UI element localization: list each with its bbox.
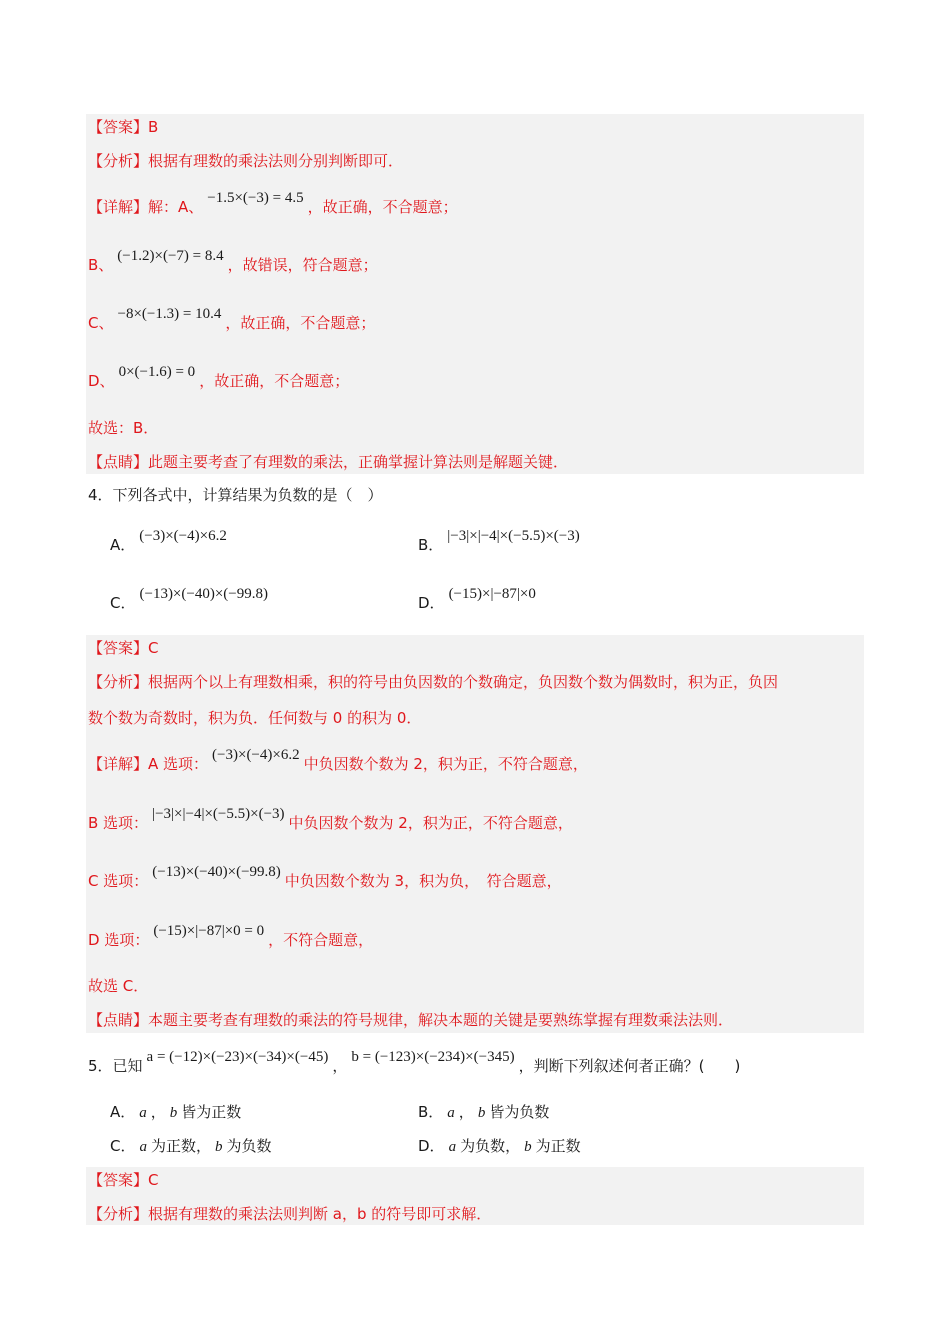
q3-c-text: ，故正确，不合题意； xyxy=(225,314,376,332)
q5-option-c-var-a: a xyxy=(139,1139,147,1155)
q5-option-b xyxy=(418,1101,549,1124)
q4-option-b-label: B． xyxy=(418,536,444,554)
q5-stem-formula-b: b = (−123)×(−234)×(−345) xyxy=(351,1049,515,1065)
q5-answer: 【答案】C xyxy=(88,1171,159,1189)
q3-detail-a-text: ，故正确，不合题意； xyxy=(307,198,458,216)
q4-option-b xyxy=(418,528,584,557)
q4-analysis-line2: 数个数为奇数时，积为负．任何数与 0 的积为 0． xyxy=(88,709,422,727)
q4-detail-d-prefix: D 选项： xyxy=(88,931,150,949)
q3-d-text: ，故正确，不合题意； xyxy=(199,372,350,390)
q3-answer: 【答案】B xyxy=(88,118,159,136)
q4-option-c xyxy=(110,586,272,615)
q5-option-a xyxy=(110,1101,241,1124)
q5-option-d-text2: 为正数 xyxy=(535,1137,581,1155)
q4-detail-a xyxy=(88,747,588,776)
q3-analysis: 【分析】根据有理数的乘法法则分别判断即可． xyxy=(88,152,404,170)
q4-detail-c-prefix: C 选项： xyxy=(88,872,149,890)
q4-choose: 故选 C． xyxy=(88,977,149,995)
q3-detail-prefix: 【详解】解：A、 xyxy=(88,198,204,216)
q4-detail-a-prefix: 【详解】A 选项： xyxy=(88,755,209,773)
q4-option-c-label: C． xyxy=(110,594,136,612)
q3-choose: 故选：B． xyxy=(88,419,159,437)
q3-b-prefix: B、 xyxy=(88,256,114,274)
q4-option-a-label: A． xyxy=(110,536,136,554)
q4-detail-c-text: 中负因数个数为 3，积为负， 符合题意， xyxy=(284,872,562,890)
q4-option-b-formula: |−3|×|−4|×(−5.5)×(−3) xyxy=(447,528,580,544)
q5-stem xyxy=(88,1049,741,1078)
q5-option-a-text: 皆为正数 xyxy=(181,1103,242,1121)
q5-stem-formula-a: a = (−12)×(−23)×(−34)×(−45) xyxy=(146,1049,329,1065)
q4-stem: 4．下列各式中，计算结果为负数的是（ ） xyxy=(88,486,383,504)
q5-option-a-sep: ， xyxy=(150,1103,166,1121)
q5-option-d-var-a: a xyxy=(448,1139,457,1155)
q5-stem-suffix: ，判断下列叙述何者正确？( ) xyxy=(518,1057,741,1075)
q5-option-a-var-b: b xyxy=(169,1105,178,1121)
q4-option-d-formula: (−15)×|−87|×0 xyxy=(448,586,536,602)
q3-b-formula: (−1.2)×(−7) = 8.4 xyxy=(117,248,224,264)
q4-detail-d-text: ，不符合题意， xyxy=(268,931,374,949)
q4-option-d xyxy=(418,586,540,615)
q4-detail-a-text: 中负因数个数为 2，积为正，不符合题意， xyxy=(303,755,588,773)
q3-b-text: ，故错误，符合题意； xyxy=(227,256,378,274)
q4-detail-b-prefix: B 选项： xyxy=(88,814,149,832)
q5-option-b-var-b: b xyxy=(477,1105,486,1121)
q4-detail-d-formula: (−15)×|−87|×0 = 0 xyxy=(153,923,265,939)
q5-stem-prefix: 5．已知 xyxy=(88,1057,143,1075)
q3-detail-b xyxy=(88,248,378,277)
q5-analysis: 【分析】根据有理数的乘法法则判断 a，b 的符号即可求解． xyxy=(88,1205,492,1223)
q4-detail-d xyxy=(88,923,374,952)
q5-option-d-label: D． xyxy=(418,1137,445,1155)
q4-detail-c-formula: (−13)×(−40)×(−99.8) xyxy=(152,864,281,880)
q4-detail-b xyxy=(88,806,573,835)
q4-option-a xyxy=(110,528,231,557)
q5-option-b-sep: ， xyxy=(458,1103,474,1121)
q5-option-c-text1: 为正数， xyxy=(150,1137,211,1155)
q4-option-c-formula: (−13)×(−40)×(−99.8) xyxy=(139,586,269,602)
q4-option-a-formula: (−3)×(−4)×6.2 xyxy=(139,528,227,544)
q4-answer: 【答案】C xyxy=(88,639,159,657)
q3-c-prefix: C、 xyxy=(88,314,114,332)
q5-option-b-text: 皆为负数 xyxy=(489,1103,550,1121)
q4-option-d-label: D． xyxy=(418,594,445,612)
q5-option-b-var-a: a xyxy=(447,1105,455,1121)
q4-detail-a-formula: (−3)×(−4)×6.2 xyxy=(212,747,300,763)
q5-option-a-var-a: a xyxy=(139,1105,147,1121)
q3-detail-c xyxy=(88,306,376,335)
q5-option-d-text1: 为负数， xyxy=(460,1137,521,1155)
q3-detail-a-formula: −1.5×(−3) = 4.5 xyxy=(207,190,304,206)
q3-c-formula: −8×(−1.3) = 10.4 xyxy=(117,306,222,322)
q5-option-c-text2: 为负数 xyxy=(226,1137,272,1155)
q4-detail-b-formula: |−3|×|−4|×(−5.5)×(−3) xyxy=(152,806,285,822)
q3-comment: 【点睛】此题主要考查了有理数的乘法，正确掌握计算法则是解题关键． xyxy=(88,453,569,471)
q5-stem-comma: ， xyxy=(332,1057,348,1075)
q3-detail-a xyxy=(88,190,458,219)
q4-detail-b-text: 中负因数个数为 2，积为正，不符合题意， xyxy=(288,814,573,832)
q5-option-d xyxy=(418,1135,581,1158)
q5-option-c-var-b: b xyxy=(215,1139,223,1155)
q5-option-d-var-b: b xyxy=(524,1139,532,1155)
q3-detail-d xyxy=(88,364,350,393)
q5-option-b-label: B． xyxy=(418,1103,444,1121)
q4-comment: 【点睛】本题主要考查有理数的乘法的符号规律，解决本题的关键是要熟练掌握有理数乘法法则． xyxy=(88,1011,734,1029)
q3-d-prefix: D、 xyxy=(88,372,115,390)
q5-option-a-label: A． xyxy=(110,1103,136,1121)
q5-option-c xyxy=(110,1135,272,1158)
q4-detail-c xyxy=(88,864,562,893)
q5-option-c-label: C． xyxy=(110,1137,136,1155)
q3-d-formula: 0×(−1.6) = 0 xyxy=(118,364,196,380)
q4-analysis-line1: 【分析】根据两个以上有理数相乘，积的符号由负因数的个数确定，负因数个数为偶数时，积为正，负因 xyxy=(88,673,779,691)
